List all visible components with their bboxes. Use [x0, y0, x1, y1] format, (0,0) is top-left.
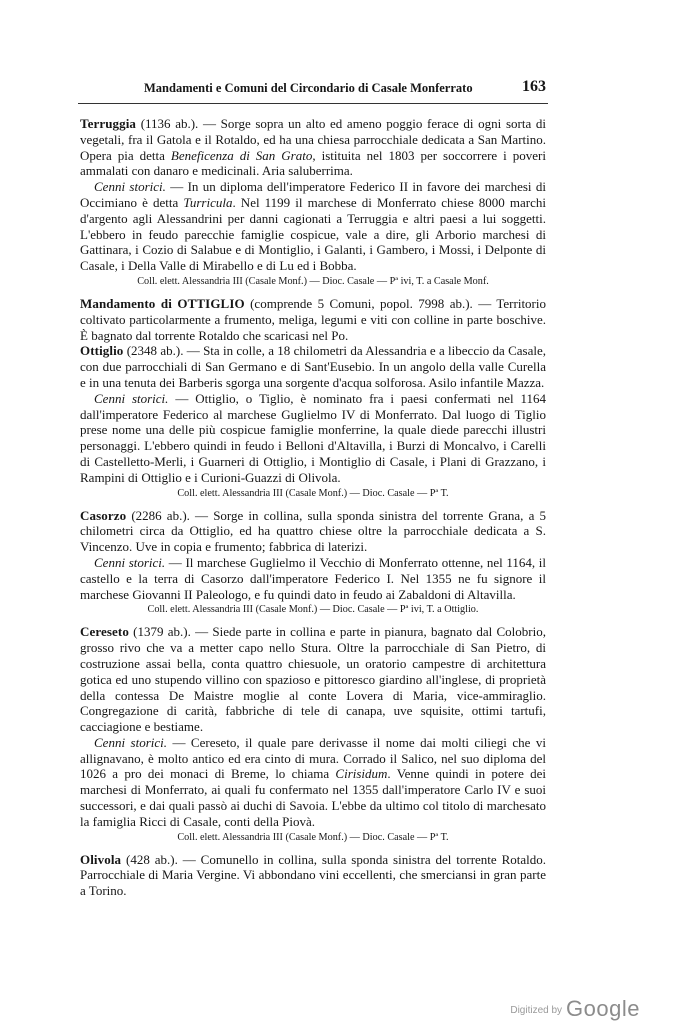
running-title: Mandamenti e Comuni del Circondario di Casale Monferrato	[144, 81, 473, 95]
historical-notes: Cenni storici. — Cereseto, il quale pare derivasse il nome dai molti ciliegi che vi allignavano, è molto antico ed era cinto di mura. Corrado il Salico, nel suo diploma del 1026 a pro dei monaci di Breme, lo chiama Cirisidum. Venne quindi in potere dei marchesi di Monferrato, ai quali fu confermato nel 1355 dall'imperatore Carlo IV e suoi successori, e dai quali passò ai duchi di Savoia. L'ebbe da ultimo col titolo di marchesato la famiglia Ricci di Casale, conti della Piovà.	[80, 734, 547, 829]
entry-terruggia	[80, 116, 546, 288]
cenni-label: Cenni storici.	[94, 390, 169, 406]
cenni-label: Cenni storici.	[94, 179, 166, 195]
entry-name: Casorzo	[80, 507, 127, 523]
entry-casorzo	[80, 508, 546, 617]
entry-description: Mandamento di OTTIGLIO (comprende 5 Comuni, popol. 7998 ab.). — Territorio coltivato particolarmente a frumento, meliga, legumi e viti con colline in parte boschive. È bagnato dal torrente Rotaldo che scaricasi nel Po.	[80, 295, 546, 343]
digitized-label: Digitized by	[510, 1005, 563, 1016]
page-number: 163	[522, 78, 546, 95]
google-logo: Google	[566, 996, 640, 1021]
page-body	[80, 116, 546, 907]
running-header	[78, 78, 548, 100]
entry-olivola	[80, 852, 546, 899]
entry-name: Olivola	[80, 851, 122, 867]
entry-name: Cereseto	[80, 624, 129, 640]
historical-notes: Cenni storici. — In un diploma dell'imperatore Federico II in favore dei marchesi di Occimiano è detta Turricula. Nel 1199 il marchese di Monferrato chiese 8000 marchi d'argento agli Alessandrini per danni cagionati a Terruggia e altri paesi a lui soggetti. L'ebbero in feudo parecchie famiglie cospicue, vale a dire, gli Arborio marchesi di Gattinara, i Cozio di Salabue e di Montiglio, i Galanti, i Gambero, i Mossi, i Delponte di Casale, i Della Valle di Mirabello e di Lu ed i Bobba.	[80, 179, 546, 274]
entry-description: Olivola (428 ab.). — Comunello in collina, sulla sponda sinistra del torrente Rotaldo. Parrocchiale di Maria Vergine. Vi abbondano vini eccellenti, che smerciansi in gran parte a Torino.	[80, 851, 546, 899]
entry-mandamento-ottiglio	[80, 296, 546, 343]
entry-description: Terruggia (1136 ab.). — Sorge sopra un alto ed ameno poggio ferace di ogni sorta di vegetali, fra il Gatola e il Rotaldo, ed ha una chiesa parrocchiale dedicata a San Martino. Opera pia detta Beneficenza di San Grato, istituita nel 1803 per soccorrere i poveri ammalati con danaro e medicinali. Aria saluberrima.	[80, 116, 546, 179]
historical-notes: Cenni storici. — Ottiglio, o Tiglio, è nominato fra i paesi confermati nel 1164 dall'imperatore Federico al marchese Guglielmo IV di Monferrato. Dal luogo di Tiglio prese nome una delle più cospicue famiglie monferrine, la quale diede parecchi illustri personaggi. L'ebbero quindi in feudo i Belloni d'Altavilla, i Burzi di Moncalvo, i Carelli di Castelletto-Merli, i Guarneri di Ottiglio, i Montiglio di Casale, i Plani di Grazzano, i Rampini di Ottiglio e i Curioni-Guazzi di Olivola.	[80, 390, 546, 485]
entry-description: Ottiglio (2348 ab.). — Sta in colle, a 18 chilometri da Alessandria e a libeccio da Casale, con due parrocchiali di San Germano e di Sant'Eusebio. In un angolo della valle Curella e in una tenuta dei Barberis sgorga una sorgente d'acqua solforosa. Asilo infantile Mazza.	[80, 343, 546, 390]
entry-name: Terruggia	[80, 116, 137, 131]
cenni-label: Cenni storici.	[94, 554, 166, 570]
entry-name: Mandamento di OTTIGLIO	[80, 295, 245, 311]
digitized-by-watermark	[510, 992, 640, 1022]
entry-description: Casorzo (2286 ab.). — Sorge in collina, sulla sponda sinistra del torrente Grana, a 5 chilometri circa da Ottiglio, ed ha quattro chiese oltre la parrocchiale dedicata a S. Vincenzo. Uve in copia e frumento; fabbrica di laterizi.	[80, 507, 546, 555]
entry-name: Ottiglio	[80, 343, 124, 359]
electoral-college-line: Coll. elett. Alessandria III (Casale Monf.) — Dioc. Casale — Pª ivi, T. a Ottiglio.	[147, 604, 479, 616]
entry-cereseto	[80, 624, 546, 843]
electoral-college-line: Coll. elett. Alessandria III (Casale Monf.) — Dioc. Casale — Pª ivi, T. a Casale Monf.	[137, 275, 489, 287]
electoral-college-line: Coll. elett. Alessandria III (Casale Monf.) — Dioc. Casale — Pª T.	[177, 831, 449, 843]
historical-notes: Cenni storici. — Il marchese Guglielmo il Vecchio di Monferrato ottenne, nel 1164, il castello e la terra di Casorzo dall'imperatore Federico I. Nel 1355 ne fu signore il marchese Giovanni II Paleologo, e fu quindi dato in feudo ai Zabaldoni di Altavilla.	[80, 554, 546, 602]
entry-description: Cereseto (1379 ab.). — Siede parte in collina e parte in pianura, bagnato dal Colobrio, grosso rivo che va a metter capo nello Stura. Oltre la parrocchiale di San Pietro, di costruzione assai bella, conta quattro chiesuole, un oratorio campestre di architettura gotica ed uno stupendo villino con spazioso e pittoresco giardino all'inglese, di proprietà della contessa De Maistre moglie al conte Lovera di Maria, vice-ammiraglio. Congregazione di carità, fabbriche di tele di canapa, uve squisite, ottimi tartufi, cacciagione e bestiame.	[80, 624, 546, 735]
header-rule	[78, 103, 548, 104]
electoral-college-line: Coll. elett. Alessandria III (Casale Monf.) — Dioc. Casale — Pª T.	[177, 487, 449, 499]
cenni-label: Cenni storici.	[94, 734, 167, 750]
entry-ottiglio	[80, 343, 546, 499]
